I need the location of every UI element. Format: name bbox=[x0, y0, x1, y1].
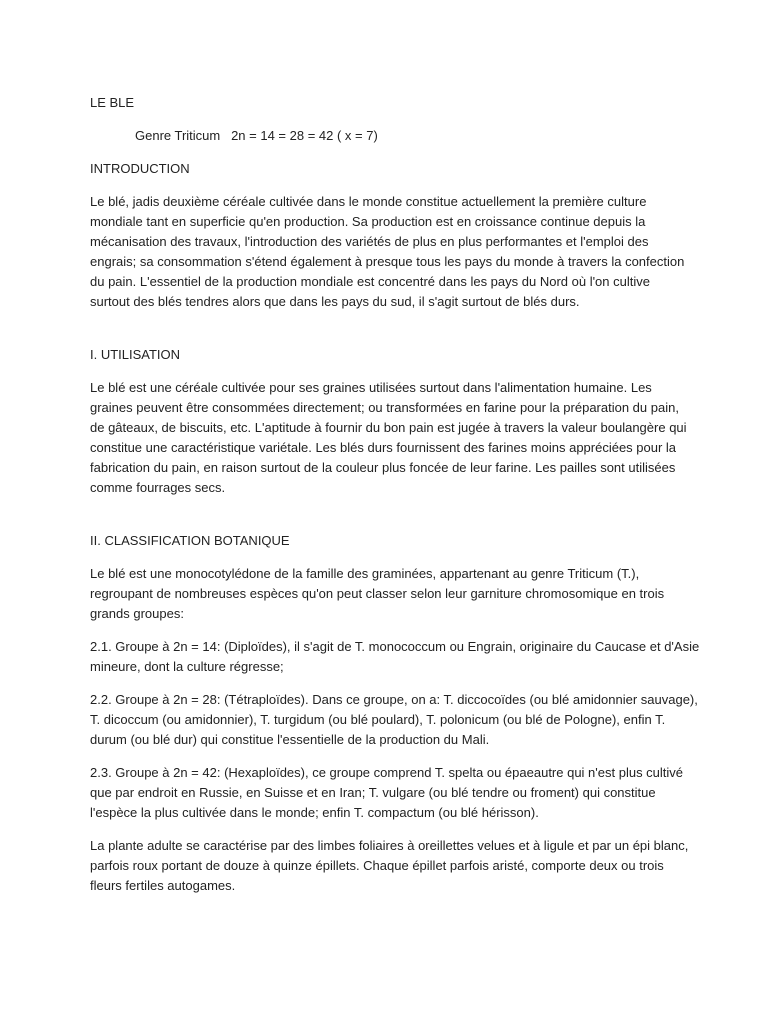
classification-heading: II. CLASSIFICATION BOTANIQUE bbox=[90, 533, 290, 548]
paragraph-line: 2.1. Groupe à 2n = 14: (Diploïdes), il s'agit de T. monococcum ou Engrain, originaire du Caucase et d'Asie bbox=[90, 639, 700, 654]
paragraph-line: T. dicoccum (ou amidonnier), T. turgidum (ou blé poulard), T. polonicum (ou blé de Pologne), enfin T. bbox=[90, 712, 666, 727]
paragraph-line: durum (ou blé dur) qui constitue l'essentielle de la production du Mali. bbox=[90, 732, 490, 747]
plant-description-paragraph bbox=[90, 836, 689, 896]
paragraph-line: fabrication du pain, en raison surtout de la couleur plus foncée de leur farine. Les pailles sont utilisées bbox=[90, 460, 676, 475]
document-title: LE BLE bbox=[90, 95, 135, 110]
classification-intro-paragraph bbox=[90, 564, 680, 624]
paragraph-line: comme fourrages secs. bbox=[90, 480, 226, 495]
utilisation-heading: I. UTILISATION bbox=[90, 347, 181, 362]
utilisation-paragraph bbox=[90, 378, 687, 498]
paragraph-line: du pain. L'essentiel de la production mondiale est concentré dans les pays du Nord où l'on cultive bbox=[90, 274, 650, 289]
introduction-paragraph bbox=[90, 192, 685, 312]
paragraph-line: 2.2. Groupe à 2n = 28: (Tétraploïdes). Dans ce groupe, on a: T. diccocoïdes (ou blé amidonnier sauvage), bbox=[90, 692, 698, 707]
group-tetraploid-paragraph bbox=[90, 690, 698, 750]
paragraph-line: grands groupes: bbox=[90, 606, 184, 621]
paragraph-line: que par endroit en Russie, en Suisse et en Iran; T. vulgare (ou blé tendre ou froment) qui constitue bbox=[90, 785, 656, 800]
group-diploid-paragraph bbox=[90, 637, 700, 677]
paragraph-line: Le blé, jadis deuxième céréale cultivée dans le monde constitue actuellement la première culture bbox=[90, 194, 647, 209]
introduction-heading: INTRODUCTION bbox=[90, 161, 190, 176]
paragraph-line: mécanisation des travaux, l'introduction des variétés de plus en plus performantes et l'emploi des bbox=[90, 234, 649, 249]
paragraph-line: mineure, dont la culture régresse; bbox=[90, 659, 284, 674]
paragraph-line: fleurs fertiles autogames. bbox=[90, 878, 236, 893]
paragraph-line: constitue une caractéristique variétale. Les blés durs fournissent des farines moins appréciées pour la bbox=[90, 440, 677, 455]
paragraph-line: de gâteaux, de biscuits, etc. L'aptitude à fournir du bon pain est jugée à travers la valeur boulangère qui bbox=[90, 420, 687, 435]
paragraph-line: Le blé est une monocotylédone de la famille des graminées, appartenant au genre Triticum (T.), bbox=[90, 566, 640, 581]
paragraph-line: parfois roux portant de douze à quinze épillets. Chaque épillet parfois aristé, comporte deux ou trois bbox=[90, 858, 664, 873]
paragraph-line: regroupant de nombreuses espèces qu'on peut classer selon leur garniture chromosomique en trois bbox=[90, 586, 665, 601]
paragraph-line: Le blé est une céréale cultivée pour ses graines utilisées surtout dans l'alimentation humaine. Les bbox=[90, 380, 652, 395]
paragraph-line: graines peuvent être consommées directement; ou transformées en farine pour la préparation du pain, bbox=[90, 400, 679, 415]
group-hexaploid-paragraph bbox=[90, 763, 684, 823]
document-page bbox=[90, 93, 700, 909]
paragraph-line: l'espèce la plus cultivée dans le monde; enfin T. compactum (ou blé hérisson). bbox=[90, 805, 539, 820]
paragraph-line: La plante adulte se caractérise par des limbes foliaires à oreillettes velues et à ligule et par un épi blanc, bbox=[90, 838, 689, 853]
genre-line: Genre Triticum 2n = 14 = 28 = 42 ( x = 7) bbox=[135, 128, 378, 143]
paragraph-line: mondiale tant en superficie qu'en production. Sa production est en croissance continue depuis la bbox=[90, 214, 646, 229]
paragraph-line: surtout des blés tendres alors que dans les pays du sud, il s'agit surtout de blés durs. bbox=[90, 294, 580, 309]
paragraph-line: 2.3. Groupe à 2n = 42: (Hexaploïdes), ce groupe comprend T. spelta ou épaeautre qui n'est plus cultivé bbox=[90, 765, 684, 780]
paragraph-line: engrais; sa consommation s'étend également à presque tous les pays du monde à travers la confection bbox=[90, 254, 685, 269]
